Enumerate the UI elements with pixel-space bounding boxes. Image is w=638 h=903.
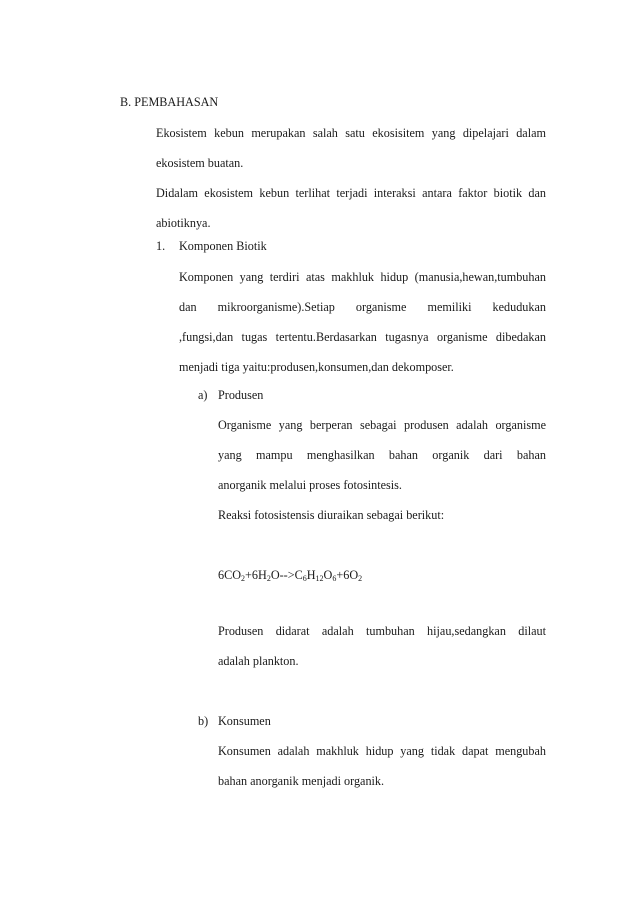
section-1-title: Komponen Biotik [179, 239, 267, 253]
list-marker-b: b) [198, 714, 209, 728]
formula-sub-6: 2 [358, 574, 363, 583]
sub-a-line-1: Organisme yang berperan sebagai produsen adalah organisme [218, 418, 546, 432]
formula-sub-4: 12 [315, 574, 324, 583]
sub-a-line-2: yang mampu menghasilkan bahan organik dari bahan [218, 448, 546, 462]
formula-part-5: O [323, 568, 333, 582]
sub-a-title: Produsen [218, 388, 264, 402]
formula-sub-2: 2 [266, 574, 271, 583]
sub-a-line-3: anorganik melalui proses fotosintesis. [218, 478, 402, 492]
formula-part-3: O-->C [270, 568, 303, 582]
intro-line-3: Didalam ekosistem kebun terlihat terjadi interaksi antara faktor biotik dan [156, 186, 546, 200]
formula-part-4: H [306, 568, 316, 582]
section-1-line-1: Komponen yang terdiri atas makhluk hidup (manusia,hewan,tumbuhan [179, 270, 546, 284]
sub-b-line-2: bahan anorganik menjadi organik. [218, 774, 385, 788]
list-number-1: 1. [156, 239, 166, 253]
formula-part-2: +6H [245, 568, 267, 582]
intro-line-1: Ekosistem kebun merupakan salah satu ekosisitem yang dipelajari dalam [156, 126, 546, 140]
section-1-line-3: ,fungsi,dan tugas tertentu.Berdasarkan tugasnya organisme dibedakan [179, 330, 546, 344]
photosynthesis-formula [218, 567, 362, 583]
formula-part-6: +6O [336, 568, 359, 582]
sub-a-line-6: adalah plankton. [218, 654, 299, 668]
intro-line-2: ekosistem buatan. [156, 156, 244, 170]
section-1-line-4: menjadi tiga yaitu:produsen,konsumen,dan dekomposer. [179, 360, 454, 374]
section-1-line-2: dan mikroorganisme).Setiap organisme memiliki kedudukan [179, 300, 546, 314]
formula-part-1: 6CO [218, 568, 242, 582]
sub-a-line-4: Reaksi fotosistensis diuraikan sebagai berikut: [218, 508, 445, 522]
sub-b-line-1: Konsumen adalah makhluk hidup yang tidak dapat mengubah [218, 744, 546, 758]
sub-a-line-5: Produsen didarat adalah tumbuhan hijau,sedangkan dilaut [218, 624, 546, 638]
formula-sub-3: 6 [302, 574, 307, 583]
section-heading: B. PEMBAHASAN [120, 95, 219, 109]
sub-b-title: Konsumen [218, 714, 271, 728]
list-marker-a: a) [198, 388, 208, 402]
formula-sub-5: 6 [332, 574, 337, 583]
intro-line-4: abiotiknya. [156, 216, 211, 230]
formula-sub-1: 2 [241, 574, 246, 583]
